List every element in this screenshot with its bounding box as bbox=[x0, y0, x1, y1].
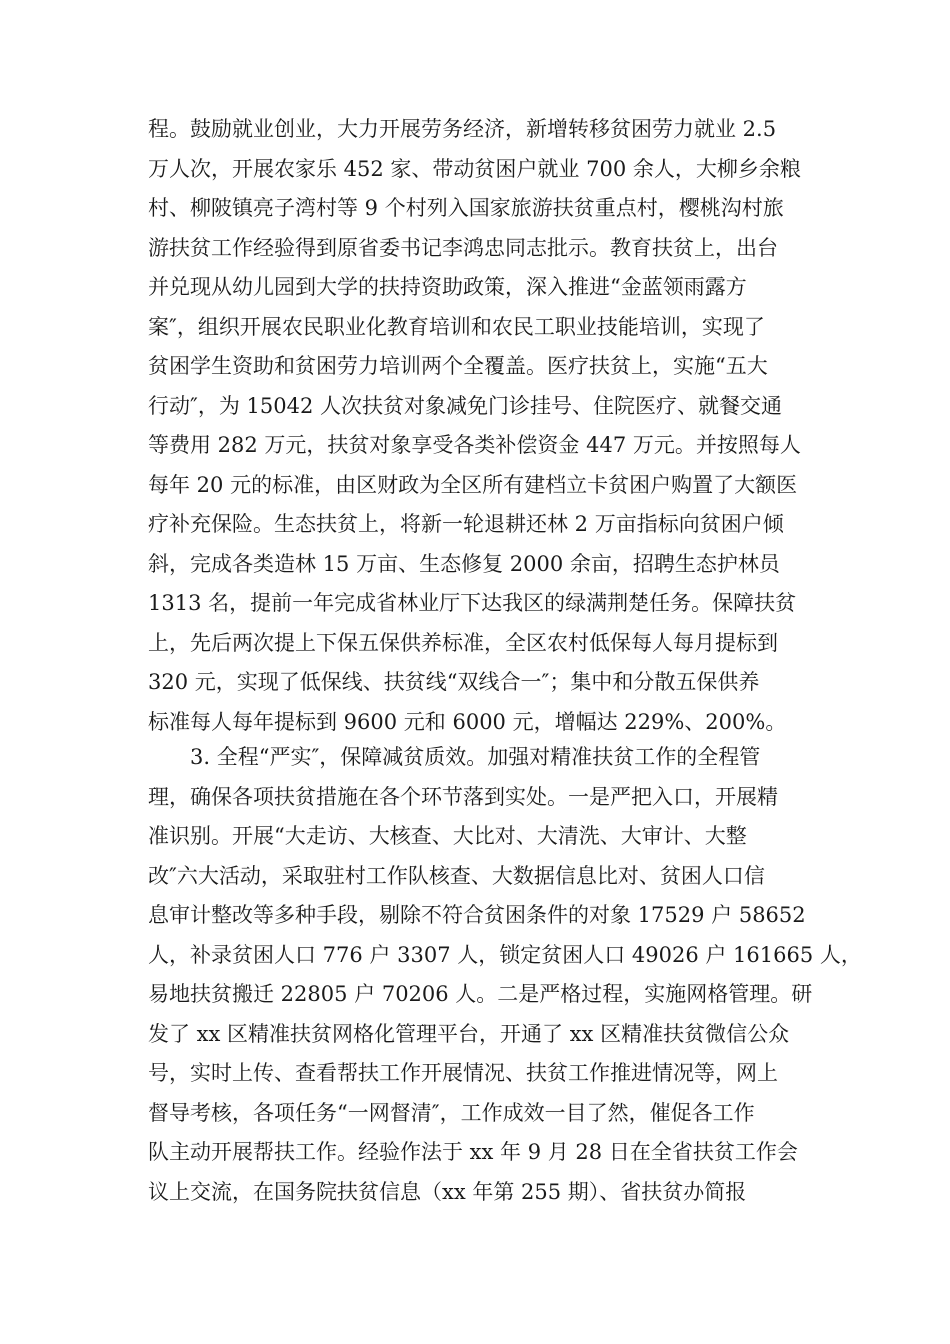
text-line: 村、柳陂镇亮子湾村等 9 个村列入国家旅游扶贫重点村，樱桃沟村旅 bbox=[148, 196, 784, 220]
text-line: 1313 名，提前一年完成省林业厅下达我区的绿满荆楚任务。保障扶贫 bbox=[148, 591, 797, 615]
text-line: 督导考核，各项任务“一网督清″，工作成效一目了然，催促各工作 bbox=[148, 1100, 755, 1125]
text-line: 号，实时上传、查看帮扶工作开展情况、扶贫工作推进情况等，网上 bbox=[148, 1061, 778, 1085]
text-line: 息审计整改等多种手段，剔除不符合贫困条件的对象 17529 户 58652 bbox=[148, 903, 806, 927]
text-line: 游扶贫工作经验得到原省委书记李鸿忠同志批示。教育扶贫上，出台 bbox=[148, 235, 778, 260]
text-line: 疗补充保险。生态扶贫上，将新一轮退耕还林 2 万亩指标向贫困户倾 bbox=[148, 512, 784, 536]
text-line: 队主动开展帮扶工作。经验作法于 xx 年 9 月 28 日在全省扶贫工作会 bbox=[148, 1140, 798, 1164]
text-line: 行动″，为 15042 人次扶贫对象减免门诊挂号、住院医疗、就餐交通 bbox=[148, 393, 782, 418]
text-line: 上，先后两次提上下保五保供养标准，全区农村低保每人每月提标到 bbox=[148, 630, 778, 655]
text-line: 发了 xx 区精准扶贫网格化管理平台，开通了 xx 区精准扶贫微信公众 bbox=[148, 1021, 790, 1046]
text-line: 人，补录贫困人口 776 户 3307 人，锁定贫困人口 49026 户 161665 人， bbox=[148, 942, 862, 967]
text-line: 斜，完成各类造林 15 万亩、生态修复 2000 余亩，招聘生态护林员 bbox=[148, 551, 780, 576]
text-line: 程。鼓励就业创业，大力开展劳务经济，新增转移贫困劳力就业 2.5 bbox=[148, 117, 777, 141]
paragraph-poverty-measures bbox=[148, 110, 808, 742]
text-line: 理，确保各项扶贫措施在各个环节落到实处。一是严把入口，开展精 bbox=[148, 784, 778, 809]
paragraph-full-process-quality bbox=[148, 738, 862, 1212]
text-line: 改″六大活动，采取驻村工作队核查、大数据信息比对、贫困人口信 bbox=[148, 863, 765, 888]
text-line: 议上交流，在国务院扶贫信息（xx 年第 255 期）、省扶贫办简报 bbox=[148, 1179, 747, 1204]
text-line: 等费用 282 万元，扶贫对象享受各类补偿资金 447 万元。并按照每人 bbox=[148, 433, 801, 457]
text-line: 贫困学生资助和贫困劳力培训两个全覆盖。医疗扶贫上，实施“五大 bbox=[148, 354, 768, 378]
text-line: 标准每人每年提标到 9600 元和 6000 元，增幅达 229%、200%。 bbox=[148, 709, 787, 734]
text-line: 每年 20 元的标准，由区财政为全区所有建档立卡贫困户购置了大额医 bbox=[148, 472, 798, 497]
text-line: 并兑现从幼儿园到大学的扶持资助政策，深入推进“金蓝领雨露方 bbox=[148, 275, 747, 299]
text-line: 易地扶贫搬迁 22805 户 70206 人。二是严格过程，实施网格管理。研 bbox=[148, 982, 813, 1006]
text-line: 案″，组织开展农民职业化教育培训和农民工职业技能培训，实现了 bbox=[148, 314, 765, 339]
text-line: 万人次，开展农家乐 452 家、带动贫困户就业 700 余人，大柳乡余粮 bbox=[148, 156, 801, 181]
text-line: 3. 全程“严实″，保障减贫质效。加强对精准扶贫工作的全程管 bbox=[190, 745, 761, 769]
text-line: 准识别。开展“大走访、大核查、大比对、大清洗、大审计、大整 bbox=[148, 824, 747, 848]
text-line: 320 元，实现了低保线、扶贫线“双线合一″；集中和分散五保供养 bbox=[148, 670, 760, 694]
